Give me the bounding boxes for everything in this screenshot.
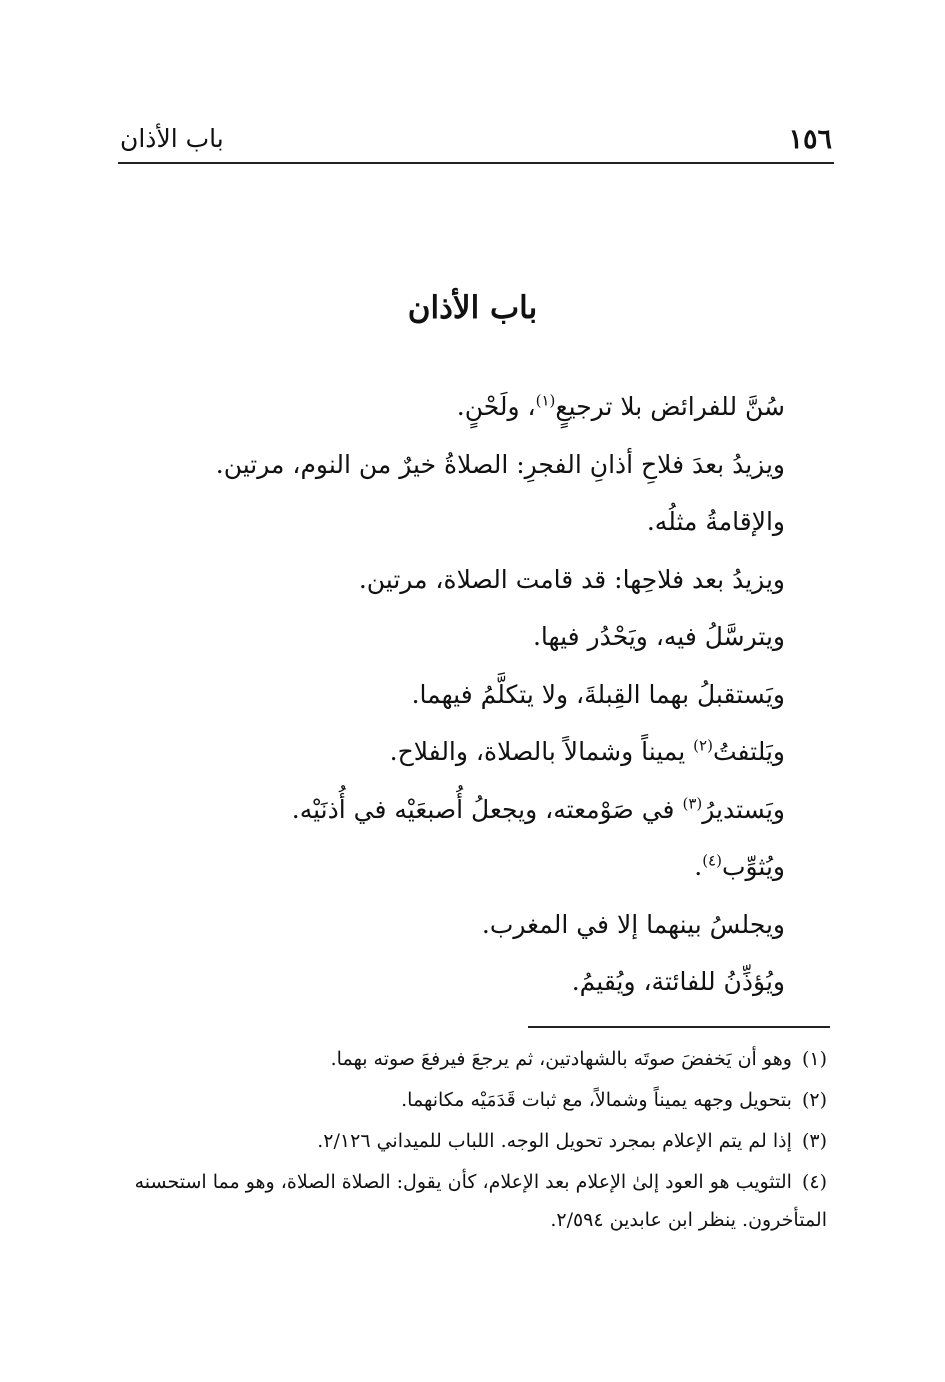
footnote-number: (٤) [801,1171,827,1193]
body-line [135,781,785,839]
body-line-text: ويُؤذِّنُ للفائتة، ويُقيمُ. [571,967,785,996]
body-text [135,378,785,1011]
footnote-number: (٣) [801,1130,827,1152]
body-line-text: ، ولَحْنٍ. [456,392,536,421]
footnote-separator [528,1026,830,1028]
footnote-ref[interactable]: (٢) [693,736,713,755]
body-line-text: سُنَّ للفرائض بلا ترجيعٍ [555,392,785,421]
footnote-ref[interactable]: (٤) [702,851,722,870]
footnote-number: (٢) [801,1089,827,1111]
footnote [117,1122,827,1160]
footnote [117,1040,827,1078]
body-line [135,436,785,494]
footnote-text: بتحويل وجهه يميناً وشمالاً، مع ثبات قَدَمَيْه مكانهما. [401,1089,792,1111]
body-line [135,896,785,954]
footnote [117,1163,827,1239]
body-line [135,723,785,781]
footnote-ref[interactable]: (١) [535,391,556,410]
footnote-text: وهو أن يَخفضَ صوتَه بالشهادتين، ثم يرجعَ فيرفعَ صوته بهما. [330,1048,792,1070]
body-line-text: في صَوْمعته، ويجعلُ أُصبعَيْه في أُذنَيْه. [291,794,683,824]
body-line [135,378,785,436]
footnote-text: التثويب هو العود إلىٰ الإعلام بعد الإعلام، كأن يقول: الصلاة الصلاة، وهو مما استحسنه المتأخرون. ينظر ابن عابدين ٢/٥٩٤. [134,1171,827,1231]
footnotes-list [117,1040,827,1242]
footnote-text: إذا لم يتم الإعلام بمجرد تحويل الوجه. اللباب للميداني ٢/١٢٦. [317,1130,792,1152]
body-line-text: والإقامةُ مثلُه. [646,507,785,536]
body-line-text: . [694,852,703,881]
body-line-text: ويَستقبلُ بهما القِبلةَ، ولا يتكلَّمُ فيهما. [411,679,785,709]
body-line [135,666,785,724]
body-line [135,838,785,896]
footnote-number: (١) [801,1048,827,1070]
footnote-ref[interactable]: (٣) [682,794,703,813]
body-line [135,551,785,609]
body-line [135,608,785,666]
chapter-title: باب الأذان [407,290,538,326]
body-line [135,493,785,551]
body-line-text: ويزيدُ بعد فلاحِها: قد قامت الصلاة، مرتين. [358,564,785,594]
running-title: باب الأذان [120,124,224,153]
body-line-text: ويزيدُ بعدَ فلاحِ أذانِ الفجرِ: الصلاةُ خيرٌ من النوم، مرتين. [215,449,785,479]
page-number: ١٥٦ [788,124,832,155]
body-line-text: ويَستديرُ [702,794,785,824]
body-line-text: ويُثوِّب [721,852,785,881]
body-line-text: يميناً وشمالاً بالصلاة، والفلاح. [389,737,694,766]
body-line [135,953,785,1011]
body-line-text: ويجلسُ بينهما إلا في المغرب. [481,909,785,939]
running-header [118,118,834,164]
body-line-text: ويترسَّلُ فيه، ويَحْدُر فيها. [532,622,785,651]
footnote [117,1081,827,1119]
body-line-text: ويَلتفتُ [712,737,785,766]
